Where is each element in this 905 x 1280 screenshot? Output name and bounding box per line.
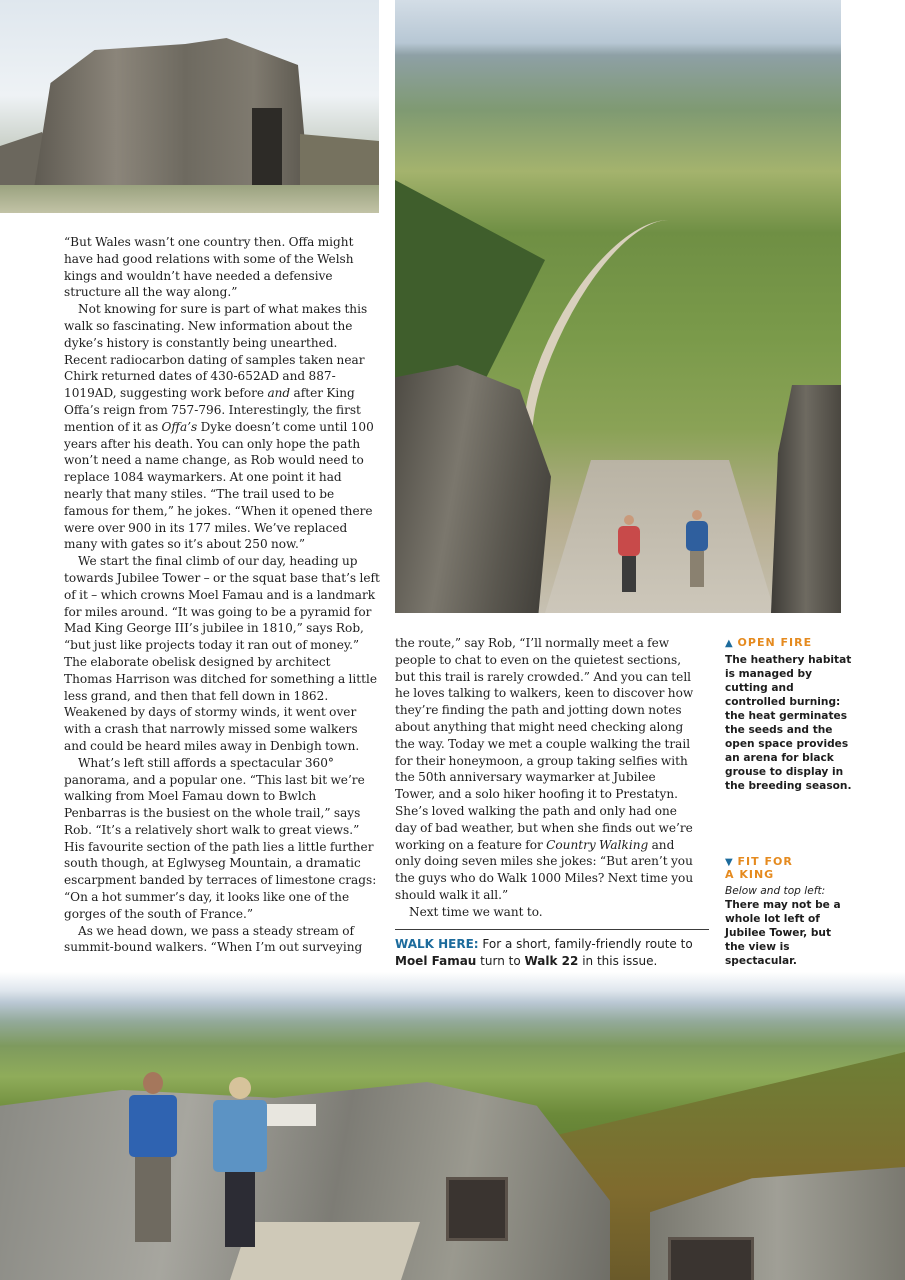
caption-title: FIT FOR (737, 855, 793, 868)
article-column-left (64, 234, 380, 956)
grass-ground (0, 185, 379, 213)
forest-slope (395, 180, 545, 380)
walk-here-walk: Walk 22 (524, 953, 579, 968)
italic-text: Country Walking (546, 837, 649, 852)
caption-text: There may not be a whole lot left of Jubilee Tower, but the view is spectacular. (725, 899, 841, 967)
caption-title: A KING (725, 868, 775, 881)
hiker-male (685, 510, 709, 588)
caption-body (725, 884, 853, 968)
caption-heading (725, 637, 853, 650)
memorial-plaque (668, 1237, 754, 1280)
gravel-path (545, 460, 775, 613)
article-column-middle (395, 635, 697, 921)
paragraph: the route,” say Rob, “I’ll normally meet a few people to chat to even on the quietest sections, but this trail is rarely crowded.” And you can tell he loves talking to walkers, keen to discover how they’re finding the path and jotting down notes about anything that might need checking along the way. Today we met a couple walking the trail for their honeymoon, a group taking selfies with the 50th anniversary waymarker at Jubilee Tower, and a solo hiker hoofing it to Prestatyn. She’s loved walking the path and only had one day of bad weather, but when she finds out we’re working on a feature for Country Walking and only doing seven miles she jokes: “But aren’t you the guys who do Walk 1000 Miles? Next time you should walk it all.” (395, 636, 694, 902)
paragraph: Not knowing for sure is part of what makes this walk so fascinating. New information about the dyke’s history is constantly being unearthed. Recent radiocarbon dating of samples taken near Chirk returned dates of 430-652AD and 887-1019AD, suggesting work before and after King Offa’s reign from 757-796. Interestingly, the first mention of it as Offa’s Dyke doesn’t come until 100 years after his death. You can only hope the path won’t need a name change, as Rob would need to replace 1084 waymarkers. At one point it had nearly that many stiles. “The trail used to be famous for them,” he jokes. “When it opened there were over 900 in its 177 miles. We’ve replaced many with gates so it’s about 250 now.” (64, 302, 374, 552)
walker-woman (210, 1077, 270, 1252)
caption-body: The heathery habitat is managed by cutting and controlled burning: the heat germinates the seeds and the open space provides an arena for black grouse to display in the breeding season. (725, 654, 852, 792)
walker-man (128, 1072, 178, 1247)
photo-valley-path (395, 0, 841, 613)
hiker-female (617, 515, 641, 593)
paragraph: We start the final climb of our day, heading up towards Jubilee Tower – or the squat base that’s left of it – which crowns Moel Famau and is a landmark for miles around. “It was going to be a pyramid for Mad King George III’s jubilee in 1810,” says Rob, “but just like projects today it ran out of money.” The elaborate obelisk designed by architect Thomas Harrison was ditched for something a little less grand, and then that fell down in 1862. Weakened by days of stormy winds, it went over with a crash that narrowly missed some walkers and could be heard miles away in Denbigh town. (64, 554, 380, 753)
rock-outcrop-right (771, 385, 841, 613)
walk-here-text: For a short, family-friendly route to (478, 937, 693, 951)
italic-text: and (267, 386, 291, 401)
paragraph: “But Wales wasn’t one country then. Offa might have had good relations with some of the Welsh kings and wouldn’t have needed a defensive structure all the way along.” (64, 235, 354, 300)
photo-panorama-view (0, 972, 905, 1280)
walk-here-box (395, 929, 709, 969)
paragraph: What’s left still affords a spectacular 360° panorama, and a popular one. “This last bit we’re walking from Moel Famau down to Bwlch Penbarras is the busiest on the whole trail,” says Rob. “It’s a relatively short walk to great views.” His favourite section of the path lies a little further south though, at Eglwyseg Mountain, a dramatic escarpment banded by terraces of limestone crags: “On a hot summer’s day, it looks like one of the gorges of the south of France.” (64, 755, 377, 921)
walk-here-place: Moel Famau (395, 953, 477, 968)
tower-doorway (252, 108, 282, 188)
italic-text: Offa’s (161, 419, 198, 434)
caption-fit-for-a-king (725, 856, 853, 968)
triangle-down-icon: ▼ (725, 857, 733, 868)
caption-heading (725, 856, 853, 881)
walk-here-text: in this issue. (578, 953, 658, 968)
caption-location: Below and top left: (725, 885, 826, 897)
walk-here-text: turn to (476, 953, 525, 968)
memorial-plaque (446, 1177, 508, 1241)
rubble-right (300, 120, 379, 190)
caption-open-fire (725, 637, 853, 793)
caption-title: OPEN FIRE (737, 636, 813, 649)
paragraph: Next time we want to. (409, 904, 543, 919)
photo-jubilee-tower-ruin (0, 0, 379, 213)
walk-here-lead: WALK HERE: (395, 937, 479, 951)
triangle-up-icon: ▲ (725, 638, 733, 649)
paragraph: As we head down, we pass a steady stream of summit-bound walkers. “When I’m out surveying (64, 923, 363, 955)
